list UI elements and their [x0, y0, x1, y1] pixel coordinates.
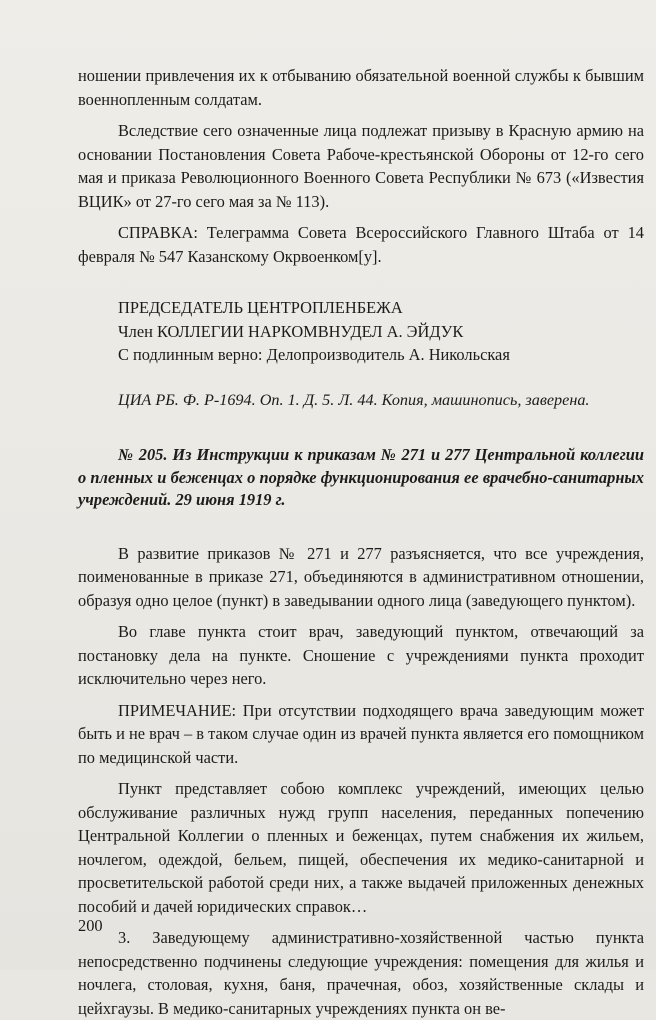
continuation-paragraph: ношении привлечения их к отбыванию обязательной военной службы к бывшим военнопленным солдатам.: [78, 66, 644, 109]
signature-block: [78, 296, 644, 367]
draft-paragraph: Вследствие сего означенные лица подлежат призыву в Красную армию на основании Постановления Совета Рабоче-крестьянской Обороны от 12-го сего мая и приказа Революционного Военного Совета Республики № 673 («Известия ВЦИК» от 27-го сего мая за № 113).: [78, 121, 644, 211]
instruction-paragraph-2: Во главе пункта стоит врач, заведующий пунктом, отвечающий за постановку дела на пункте. Сношение с учреждениями пункта проходит исключительно через него.: [78, 622, 644, 688]
archive-reference: ЦИА РБ. Ф. Р-1694. Оп. 1. Д. 5. Л. 44. Копия, машинопись, заверена.: [118, 390, 590, 409]
member-signature: Член КОЛЛЕГИИ НАРКОМВНУДЕЛ А. ЭЙДУК: [118, 321, 464, 341]
certified-copy-line: С подлинным верно: Делопроизводитель А. Никольская: [118, 345, 510, 364]
document-title: № 205. Из Инструкции к приказам № 271 и 277 Центральной коллегии о пленных и беженцах о порядке функционирования ее врачебно-санитарных учреждений. 29 июня 1919 г.: [78, 445, 644, 509]
instruction-paragraph-5: 3. Заведующему административно-хозяйственной частью пункта непосредственно подчинены следующие учреждения: помещения для жилья и ночлега, столовая, кухня, баня, прачечная, обоз, хозяйственные склады и цейхгаузы. В медико-санитарных учреждениях пункта он ве-: [78, 928, 644, 1018]
chairman-signature: ПРЕДСЕДАТЕЛЬ ЦЕНТРОПЛЕНБЕЖА: [118, 298, 403, 317]
instruction-note-paragraph: ПРИМЕЧАНИЕ: При отсутствии подходящего врача заведующим может быть и не врач – в таком случае один из врачей пункта является его помощником по медицинской части.: [78, 700, 644, 767]
instruction-paragraph-1: В развитие приказов № 271 и 277 разъясняется, что все учреждения, поименованные в приказе 271, объединяются в административном отношении, образуя одно целое (пункт) в заведывании одного лица (заведующего пунктом).: [78, 543, 644, 610]
page-content: [78, 64, 644, 1020]
instruction-paragraph-4: Пункт представляет собою комплекс учреждений, имеющих целью обслуживание различных нужд групп населения, переданных попечению Центральной Коллегии о пленных и беженцах, путем снабжения их жильем, ночлегом, одеждой, бельем, пищей, обеспечения их медико-санитарной и просветительской работой среди них, а также выдачей приложенных денежных пособий и дачей юридических справок…: [78, 779, 644, 916]
page-number: 200: [78, 916, 103, 935]
reference-paragraph: СПРАВКА: Телеграмма Совета Всероссийского Главного Штаба от 14 февраля № 547 Казанскому Окрвоенком[у].: [78, 223, 644, 266]
